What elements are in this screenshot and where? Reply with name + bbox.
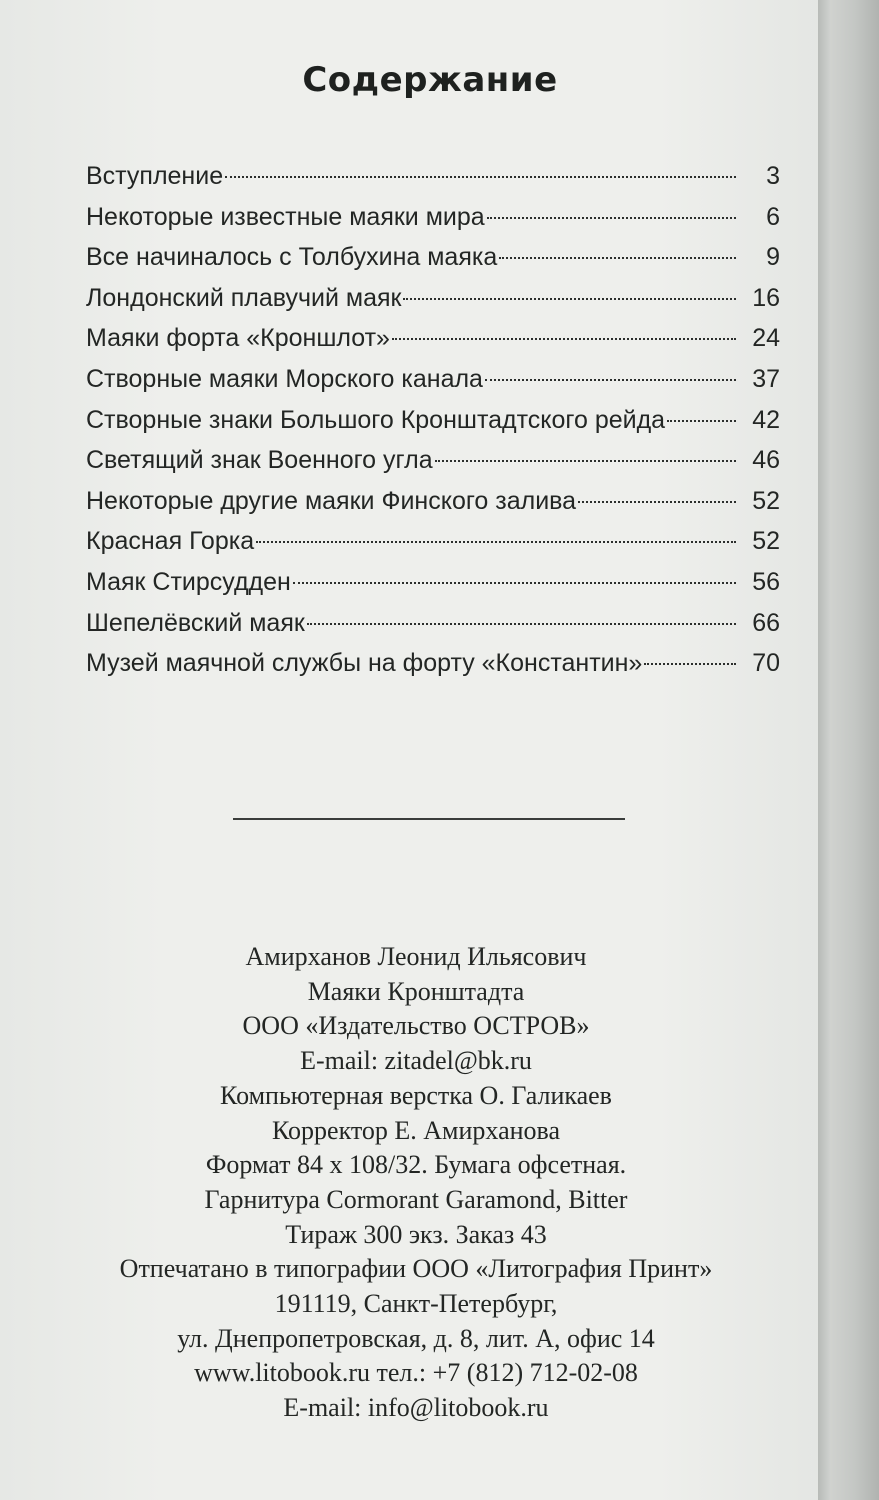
- toc-entry: [86, 243, 780, 284]
- toc-entry: [86, 406, 780, 447]
- dot-leader: [499, 257, 736, 259]
- dot-leader: [644, 663, 736, 665]
- toc-entry-title: Красная Горка: [86, 527, 255, 556]
- toc-entry: [86, 487, 780, 528]
- toc-entry-page: 46: [752, 446, 780, 475]
- toc-entry: [86, 527, 780, 568]
- page-stack-edge: [818, 0, 879, 1500]
- toc-entry-title: Маяки форта «Кроншлот»: [86, 324, 390, 353]
- toc-entry-page: 66: [752, 608, 780, 637]
- toc-entry-title: Створные маяки Морского канала: [86, 364, 483, 393]
- toc-entry-page: 3: [766, 162, 780, 190]
- toc-heading: Содержание: [302, 60, 558, 100]
- printer-line: Отпечатано в типографии ООО «Литография Принт»: [119, 1254, 713, 1284]
- toc-entry-page: 70: [752, 649, 780, 678]
- printer-web-phone: www.litobook.ru тел.: +7 (812) 712-02-08: [194, 1358, 638, 1388]
- author-name: Амирханов Леонид Ильясович: [245, 942, 587, 971]
- toc-entry-title: Маяк Стирсудден: [86, 567, 291, 596]
- toc-entry-page: 52: [752, 486, 780, 515]
- toc-entry: [86, 365, 780, 406]
- toc-entry: [86, 446, 780, 487]
- dot-leader: [293, 582, 736, 584]
- print-run-line: Тираж 300 экз. Заказ 43: [285, 1219, 547, 1249]
- dot-leader: [435, 460, 736, 462]
- dot-leader: [225, 176, 736, 178]
- toc-entry: [86, 324, 780, 365]
- printer-city: 191119, Санкт-Петербург,: [274, 1289, 558, 1319]
- toc-entry: [86, 568, 780, 609]
- printer-email: E-mail: info@litobook.ru: [283, 1393, 549, 1423]
- typeface-line: Гарнитура Cormorant Garamond, Bitter: [204, 1184, 628, 1214]
- toc-entry-page: 9: [766, 243, 780, 272]
- proofreader-credit: Корректор Е. Амирханова: [271, 1115, 560, 1145]
- toc-entry-page: 52: [752, 527, 780, 556]
- toc-entry: [86, 609, 780, 650]
- table-of-contents: [86, 162, 780, 690]
- toc-entry-page: 37: [752, 364, 780, 393]
- book-title: Маяки Кронштадта: [307, 976, 525, 1006]
- layout-credit: Компьютерная верстка О. Галикаев: [220, 1080, 612, 1110]
- dot-leader: [256, 541, 736, 543]
- toc-entry-title: Музей маячной службы на форту «Константин»: [86, 649, 643, 678]
- dot-leader: [487, 217, 736, 219]
- toc-entry-page: 56: [752, 567, 780, 596]
- publisher-email: E-mail: zitadel@bk.ru: [300, 1046, 532, 1076]
- printer-street: ул. Днепропетровская, д. 8, лит. А, офис 14: [177, 1323, 655, 1353]
- toc-entry: [86, 284, 780, 325]
- toc-entry: [86, 162, 780, 203]
- format-line: Формат 84 х 108/32. Бумага офсетная.: [205, 1150, 627, 1180]
- toc-entry-title: Створные знаки Большого Кронштадтского рейда: [86, 405, 666, 434]
- toc-entry-page: 16: [752, 283, 780, 312]
- dot-leader: [667, 420, 736, 422]
- dot-leader: [307, 623, 736, 625]
- toc-entry-title: Некоторые другие маяки Финского залива: [86, 486, 577, 515]
- toc-entry: [86, 203, 780, 244]
- toc-entry-title: Некоторые известные маяки мира: [86, 202, 485, 231]
- dot-leader: [578, 501, 736, 503]
- toc-entry-title: Лондонский плавучий маяк: [86, 283, 402, 312]
- toc-entry-title: Шепелёвский маяк: [86, 608, 305, 637]
- dot-leader: [392, 338, 736, 340]
- dot-leader: [403, 298, 736, 300]
- toc-entry-page: 24: [752, 324, 780, 353]
- colophon: [0, 940, 832, 1426]
- toc-entry-page: 42: [752, 405, 780, 434]
- toc-entry-title: Светящий знак Военного угла: [86, 446, 433, 475]
- toc-entry-title: Вступление: [86, 162, 224, 190]
- publisher-name: ООО «Издательство ОСТРОВ»: [242, 1011, 590, 1041]
- section-divider: [233, 818, 625, 820]
- toc-entry-title: Все начиналось с Толбухина маяка: [86, 243, 498, 272]
- toc-entry: [86, 649, 780, 690]
- toc-entry-page: 6: [766, 202, 780, 231]
- dot-leader: [485, 379, 736, 381]
